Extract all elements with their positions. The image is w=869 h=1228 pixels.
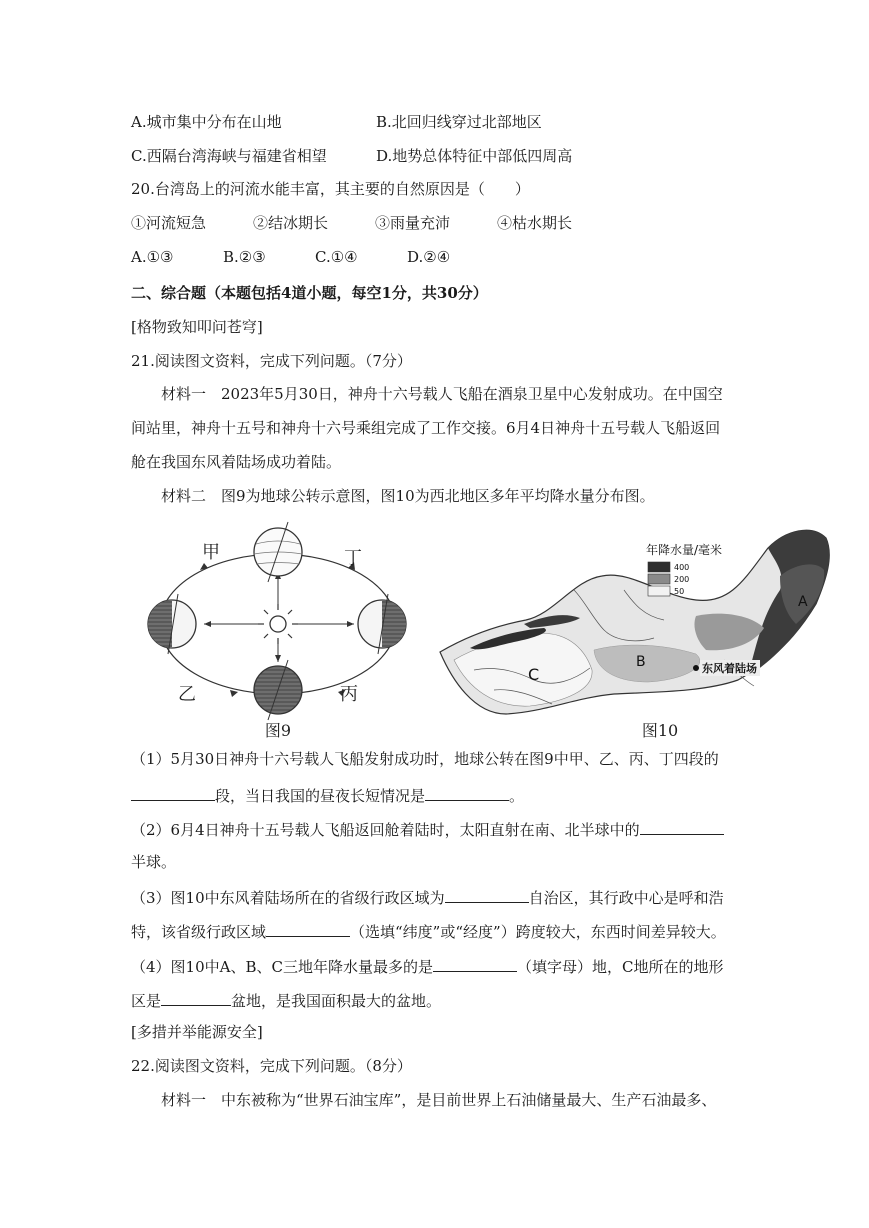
fig9-caption: 图9 xyxy=(264,721,292,740)
fig9-label-ding: 丁 xyxy=(344,548,362,569)
q21-part2-line2: 半球。 xyxy=(131,853,177,871)
answer-blank-2[interactable] xyxy=(425,784,509,801)
q19-option-d: D.地势总体特征中部低四周高 xyxy=(376,147,573,165)
answer-blank-7[interactable] xyxy=(161,989,231,1006)
q21-part3-line1: （3）图10中东风着陆场所在的省级行政区域为 自治区，其行政中心是呼和浩 xyxy=(131,886,724,908)
q21-stem: 21.阅读图文资料，完成下列问题。（7分） xyxy=(131,352,412,370)
answer-blank-1[interactable] xyxy=(131,784,215,801)
q20-item-3: ③雨量充沛 xyxy=(375,214,451,232)
fig10-point-b: B xyxy=(636,654,646,670)
q20-option-c: C.①④ xyxy=(315,248,358,266)
figure-10-precipitation-map xyxy=(434,520,834,742)
fig10-point-c: C xyxy=(528,665,540,684)
fig10-point-a: A xyxy=(798,594,808,610)
q21-part2-line1: （2）6月4日神舟十五号载人飞船返回舱着陆时，太阳直射在南、北半球中的 xyxy=(131,818,724,840)
q22-stem: 22.阅读图文资料，完成下列问题。（8分） xyxy=(131,1057,412,1075)
figure-9-earth-orbit xyxy=(138,520,420,742)
fig10-caption: 图10 xyxy=(641,721,679,740)
legend-value-50: 50 xyxy=(674,587,685,596)
theme-heading-1: [格物致知叩问苍穹] xyxy=(131,318,263,336)
q21-part4-line1: （4）图10中A、B、C三地年降水量最多的是 （填字母）地，C地所在的地形 xyxy=(131,955,723,977)
section-heading: 二、综合题（本题包括4道小题，每空1分，共30分） xyxy=(131,284,488,302)
answer-blank-5[interactable] xyxy=(266,920,350,937)
fig9-label-bing: 丙 xyxy=(340,684,358,705)
q21-part1-line2: 段，当日我国的昼夜长短情况是 。 xyxy=(131,784,524,806)
answer-blank-6[interactable] xyxy=(433,955,517,972)
q20-option-b: B.②③ xyxy=(223,248,266,266)
answer-blank-4[interactable] xyxy=(445,886,529,903)
fig9-label-yi: 乙 xyxy=(178,684,196,705)
q20-item-4: ④枯水期长 xyxy=(497,214,573,232)
q21-material1-line2: 间站里，神舟十五号和神舟十六号乘组完成了工作交接。6月4日神舟十五号载人飞船返回 xyxy=(131,419,721,437)
q19-option-a: A.城市集中分布在山地 xyxy=(131,113,282,131)
q21-part3-line2: 特，该省级行政区域 （选填“纬度”或“经度”）跨度较大，东西时间差异较大。 xyxy=(131,920,726,942)
fig9-label-jia: 甲 xyxy=(202,542,220,563)
q19-option-c: C.西隔台湾海峡与福建省相望 xyxy=(131,147,327,165)
theme-heading-2: [多措并举能源安全] xyxy=(131,1023,263,1041)
legend-swatch-400 xyxy=(648,562,670,572)
legend-value-400: 400 xyxy=(674,563,690,572)
q20-stem: 20.台湾岛上的河流水能丰富，其主要的自然原因是（ ） xyxy=(131,180,530,198)
q19-option-b: B.北回归线穿过北部地区 xyxy=(376,113,542,131)
fig10-site-label: 东风着陆场 xyxy=(702,662,757,675)
q21-part4-line2: 区是 盆地，是我国面积最大的盆地。 xyxy=(131,989,441,1011)
legend-value-200: 200 xyxy=(674,575,690,584)
q20-option-a: A.①③ xyxy=(131,248,174,266)
answer-blank-3[interactable] xyxy=(640,818,724,835)
q21-material2: 材料二 图9为地球公转示意图，图10为西北地区多年平均降水量分布图。 xyxy=(161,487,655,505)
q20-item-2: ②结冰期长 xyxy=(253,214,329,232)
q20-item-1: ①河流短急 xyxy=(131,214,207,232)
legend-swatch-200 xyxy=(648,574,670,584)
q21-part1-line1: （1）5月30日神舟十六号载人飞船发射成功时，地球公转在图9中甲、乙、丙、丁四段的 xyxy=(131,750,719,768)
fig10-legend-title: 年降水量/毫米 xyxy=(646,543,723,557)
q22-material1-line1: 材料一 中东被称为“世界石油宝库”，是目前世界上石油储量最大、生产石油最多、 xyxy=(161,1091,717,1109)
q20-option-d: D.②④ xyxy=(407,248,451,266)
legend-swatch-50 xyxy=(648,586,670,596)
q21-material1-line1: 材料一 2023年5月30日，神舟十六号载人飞船在酒泉卫星中心发射成功。在中国空 xyxy=(161,385,723,403)
q21-material1-line3: 舱在我国东风着陆场成功着陆。 xyxy=(131,453,342,471)
